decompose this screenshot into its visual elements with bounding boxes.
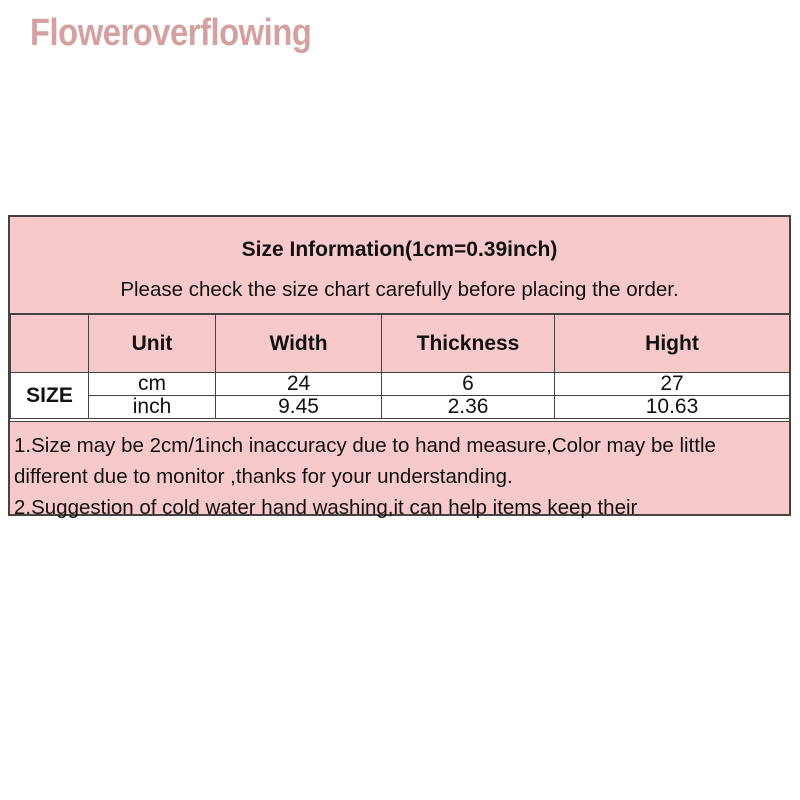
size-chart-header: [10, 217, 789, 314]
header-thickness: Thickness: [382, 315, 555, 373]
cell-thickness: 2.36: [382, 396, 555, 419]
size-row-label: SIZE: [11, 373, 89, 419]
size-notes: [10, 421, 789, 519]
size-table-header-row: [11, 315, 790, 373]
cell-unit: cm: [89, 373, 216, 396]
cell-thickness: 6: [382, 373, 555, 396]
cell-width: 24: [216, 373, 382, 396]
header-unit: Unit: [89, 315, 216, 373]
size-chart: [8, 215, 791, 519]
note-item: 2.Suggestion of cold water hand washing,it can help items keep their: [14, 496, 638, 519]
brand-logo-text: Floweroverflowing: [30, 12, 312, 54]
cell-hight: 27: [555, 373, 790, 396]
size-chart-subtitle: Please check the size chart carefully before placing the order.: [120, 278, 679, 301]
cell-unit: inch: [89, 396, 216, 419]
table-row: [11, 373, 790, 396]
size-chart-title: Size Information(1cm=0.39inch): [241, 238, 558, 261]
header-width: Width: [216, 315, 382, 373]
header-hight: Hight: [555, 315, 790, 373]
cell-width: 9.45: [216, 396, 382, 419]
table-row: [11, 396, 790, 419]
header-empty-cell: [11, 315, 89, 373]
size-table: [10, 314, 790, 419]
cell-hight: 10.63: [555, 396, 790, 419]
note-item: 1.Size may be 2cm/1inch inaccuracy due to hand measure,Color may be little different due to monitor ,thanks for your understanding.: [14, 434, 716, 488]
